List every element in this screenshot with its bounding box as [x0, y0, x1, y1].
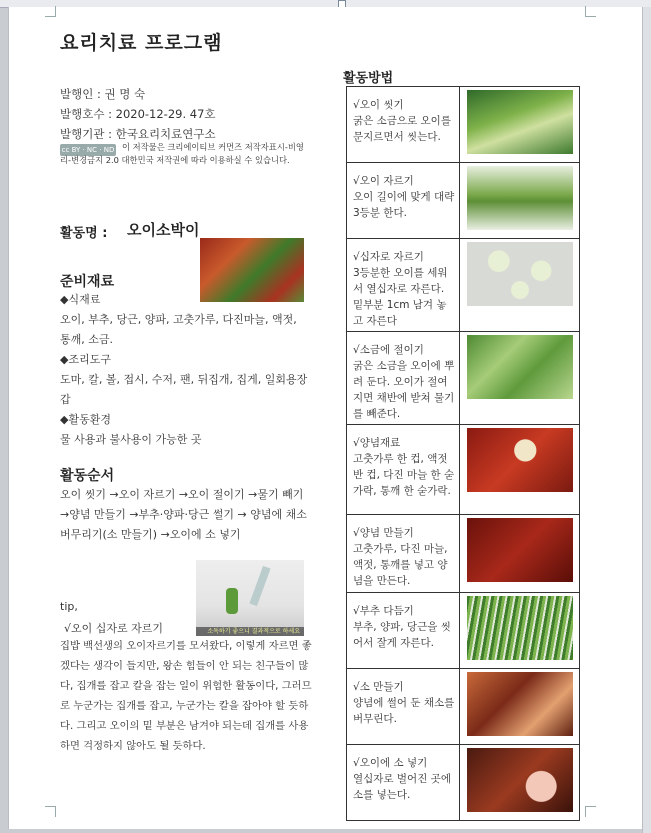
- step-title: √소 만들기: [353, 681, 404, 693]
- prep-line: 도마, 칼, 볼, 접시, 수저, 팬, 뒤집개, 집게, 일회용장갑: [60, 373, 308, 406]
- method-row: [347, 163, 580, 239]
- step-title: √부추 다듬기: [353, 605, 414, 617]
- knife-icon: [249, 566, 270, 606]
- step-desc: 부추, 양파, 당근을 씻어서 잘게 자른다.: [353, 621, 451, 649]
- step-desc: 굵은 소금을 오이에 뿌려 둔다. 오이가 절여지면 채반에 받쳐 물기를 빼준다.: [353, 360, 455, 420]
- step-text: [347, 593, 460, 669]
- activity-name: 오이소박이: [127, 221, 200, 239]
- step-title: √소금에 절이기: [353, 344, 424, 356]
- step-photo-cell: [460, 425, 580, 515]
- cucumber-cutting-image: [196, 560, 304, 636]
- step-text: [347, 239, 460, 332]
- prep-line: ◆식재료: [60, 293, 101, 306]
- step-title: √오이 씻기: [353, 99, 404, 111]
- license-text: 이 저작물은 크리에이티브 커먼즈 저작자표시-비영리-변경금지 2.0 대한민국 저작권에 따라 이용하실 수 있습니다.: [60, 142, 304, 165]
- washing-cucumber-image: [467, 90, 573, 154]
- step-desc: 고춧가루 한 컵, 액젓 반 컵, 다진 마늘 한 숟가락, 통깨 한 숟가락.: [353, 453, 455, 497]
- step-title: √양념 만들기: [353, 527, 414, 539]
- crop-mark: [45, 6, 56, 17]
- prep-heading: 준비재료: [60, 274, 115, 290]
- step-text: [347, 515, 460, 593]
- seasoning-ingredients-image: [467, 428, 573, 492]
- step-desc: 오이 길이에 맞게 대략 3등분 한다.: [353, 191, 455, 219]
- step-desc: 양념에 썰어 둔 채소를 버무린다.: [353, 697, 455, 725]
- method-row: [347, 745, 580, 821]
- step-photo-cell: [460, 163, 580, 239]
- tip-label: tip,: [60, 600, 78, 613]
- step-text: [347, 745, 460, 821]
- prep-line: 오이, 부추, 당근, 양파, 고춧가루, 다진마늘, 액젓, 통깨, 소금.: [60, 313, 297, 346]
- seasoning-paste-image: [467, 518, 573, 582]
- step-text: [347, 163, 460, 239]
- step-photo-cell: [460, 239, 580, 332]
- step-desc: 3등분한 오이를 세워서 열십자로 자른다. 밑부분 1cm 남겨 놓고 자른다: [353, 267, 448, 327]
- organization-line: 발행기관 : 한국요리치료연구소: [60, 127, 216, 141]
- prep-line: 물 사용과 불사용이 가능한 곳: [60, 433, 202, 446]
- order-heading: 활동순서: [60, 468, 115, 484]
- step-title: √오이 자르기: [353, 175, 414, 187]
- chives-image: [467, 596, 573, 660]
- step-title: √오이에 소 넣기: [353, 757, 428, 769]
- mixed-filling-image: [467, 672, 573, 736]
- step-photo-cell: [460, 669, 580, 745]
- step-photo-cell: [460, 745, 580, 821]
- cut-cucumber-image: [467, 166, 573, 230]
- vertical-scrollbar[interactable]: [642, 7, 651, 833]
- step-photo-cell: [460, 593, 580, 669]
- step-text: [347, 332, 460, 425]
- method-row: [347, 669, 580, 745]
- method-row: [347, 593, 580, 669]
- image-caption: 소독하기 좋으니 결과적으로 하세요: [196, 627, 304, 636]
- activity-label: 활동명 :: [60, 226, 108, 241]
- method-row: [347, 425, 580, 515]
- step-text: [347, 87, 460, 163]
- stuffing-cucumber-image: [467, 748, 573, 812]
- prep-line: ◆활동환경: [60, 413, 111, 426]
- method-table: [346, 86, 580, 821]
- step-photo-cell: [460, 87, 580, 163]
- crop-mark: [585, 6, 596, 17]
- method-row: [347, 332, 580, 425]
- method-row: [347, 515, 580, 593]
- step-photo-cell: [460, 332, 580, 425]
- publisher-line: 발행인 : 권 명 숙: [60, 87, 146, 101]
- method-row: [347, 87, 580, 163]
- step-desc: 굵은 소금으로 오이를 문지르면서 씻는다.: [353, 115, 451, 143]
- cross-cut-cucumber-image: [467, 242, 573, 306]
- cc-license-icon: cc BY · NC · ND: [61, 146, 115, 154]
- step-text: [347, 425, 460, 515]
- issue-line: 발행호수 : 2020-12-29. 47호: [60, 107, 216, 121]
- crop-mark: [45, 806, 56, 817]
- step-title: √양념재료: [353, 437, 401, 449]
- salted-cucumber-image: [467, 335, 573, 399]
- order-text: 오이 씻기 →오이 자르기 →오이 절이기 →물기 빼기 →양념 만들기 →부추·양파·당근 썰기 → 양념에 채소 버무리기(소 만들기) →오이에 소 넣기: [60, 488, 307, 541]
- method-heading: 활동방법: [343, 71, 394, 86]
- prep-list: [60, 290, 310, 450]
- step-desc: 고춧가루, 다진 마늘, 액젓, 통깨를 넣고 양념을 만든다.: [353, 543, 448, 587]
- step-text: [347, 669, 460, 745]
- page-title: 요리치료 프로그램: [60, 32, 223, 54]
- method-row: [347, 239, 580, 332]
- tip-subtitle: √오이 십자로 자르기: [64, 622, 164, 635]
- prep-line: ◆조리도구: [60, 353, 111, 366]
- cucumber-icon: [226, 588, 238, 614]
- step-title: √십자로 자르기: [353, 251, 424, 263]
- crop-mark: [585, 806, 596, 817]
- step-desc: 열십자로 벌어진 곳에 소를 넣는다.: [353, 773, 451, 801]
- tip-body: 집밥 백선생의 오이자르기를 모셔왔다, 이렇게 자르면 좋겠다는 생각이 들지만, 왕손 힘들이 안 되는 친구들이 많다, 집개를 잡고 칼을 잡는 일이 위험한 활동이다, 그러므로 누군가는 집개를 잡고, 누군가는 칼을 잡아야 할 듯하다. 그리고 오이의 밑 부분은 남겨야 되는데 집개를 사용하면 걱정하지 않아도 될 듯하다.: [60, 640, 312, 752]
- step-photo-cell: [460, 515, 580, 593]
